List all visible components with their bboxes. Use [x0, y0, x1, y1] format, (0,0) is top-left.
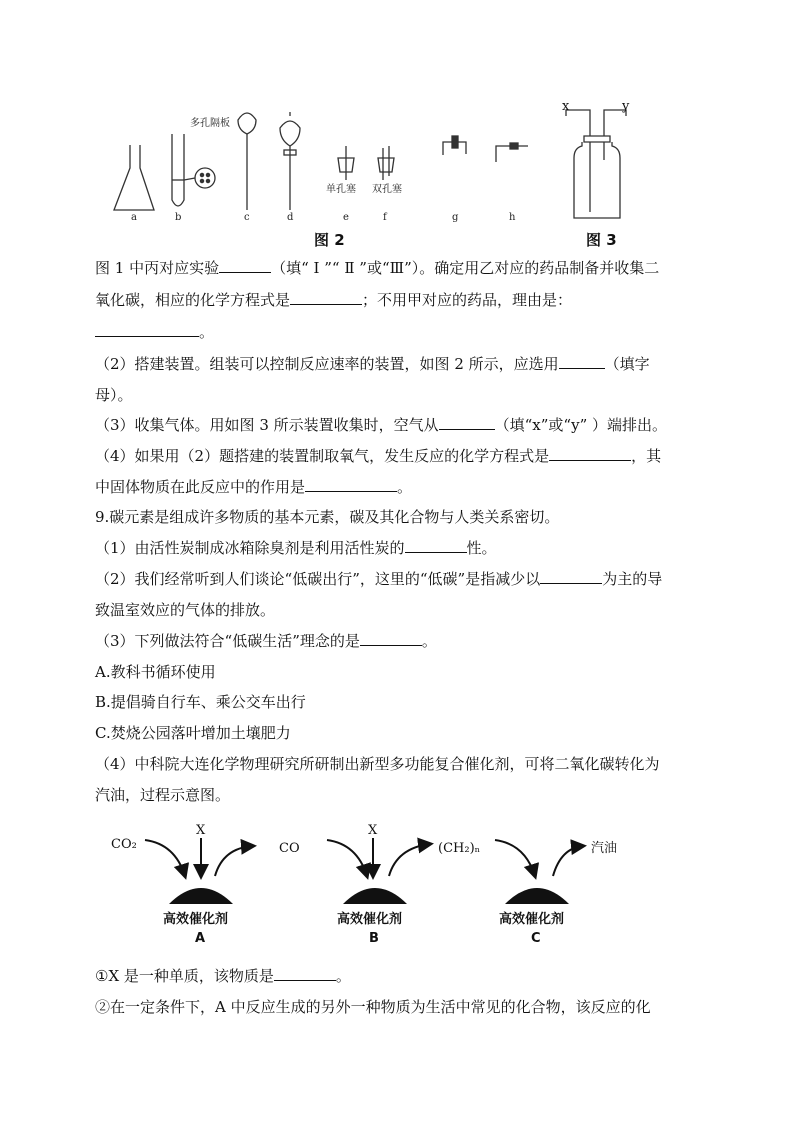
- option-a: A.教科书循环使用: [95, 663, 216, 681]
- question-9-1: （1）由活性炭制成冰箱除臭剂是利用活性炭的 性。: [95, 539, 497, 557]
- catalyst-label-b: 高效催化剂: [337, 912, 403, 927]
- apparatus-letter-a: a: [131, 212, 137, 223]
- apparatus-letter-h: h: [509, 212, 516, 223]
- catalyst-dome-c: [505, 888, 569, 904]
- x-label-b: X: [368, 823, 378, 838]
- question-9-2-cont: 致温室效应的气体的排放。: [95, 601, 276, 619]
- question-line-6: （3）收集气体。用如图 3 所示装置收集时，空气从 （填“x”或“y” ）端排出。: [95, 416, 668, 434]
- question-9-4: （4）中科院大连化学物理研究所研制出新型多功能复合催化剂，可将二氧化碳转化为: [95, 755, 660, 773]
- apparatus-letter-e: e: [343, 212, 349, 223]
- question-9-4-1: ①X 是一种单质，该物质是 。: [95, 967, 351, 985]
- double-hole-label: 双孔塞: [372, 184, 402, 195]
- question-line-8: 中固体物质在此反应中的作用是 。: [95, 478, 413, 496]
- apparatus-letter-f: f: [383, 212, 387, 223]
- apparatus-letters: [131, 212, 516, 223]
- question-line-3: 。: [95, 322, 214, 342]
- gasoline-label: 汽油: [591, 841, 618, 856]
- question-line-1: 图 1 中丙对应实验 （填“ Ⅰ ”“ Ⅱ ”或“Ⅲ”）。确定用乙对应的药品制备并收集二: [95, 259, 660, 277]
- apparatus-letter-b: b: [175, 212, 182, 223]
- test-tube-b: [172, 134, 184, 206]
- question-9-3: （3）下列做法符合“低碳生活”理念的是 。: [95, 632, 437, 650]
- stage-label-b: B: [369, 931, 379, 946]
- question-line-5: 母）。: [95, 386, 133, 404]
- co2-label: CO₂: [111, 837, 137, 852]
- question-9-stem: 9.碳元素是组成许多物质的基本元素，碳及其化合物与人类关系密切。: [95, 508, 560, 526]
- double-hole-stopper-f: [378, 158, 394, 172]
- long-neck-funnel-c: [238, 113, 256, 134]
- question-line-2: 氧化碳，相应的化学方程式是 ；不用甲对应的药品，理由是：: [95, 291, 573, 309]
- figure-2-apparatus: [110, 100, 550, 250]
- question-line-7: （4）如果用（2）题搭建的装置制取氧气，发生反应的化学方程式是 ，其: [95, 447, 662, 465]
- question-line-4: （2）搭建装置。组装可以控制反应速率的装置，如图 2 所示，应选用 （填字: [95, 355, 650, 373]
- apparatus-letter-c: c: [244, 212, 250, 223]
- catalyst-label-a: 高效催化剂: [163, 912, 229, 927]
- catalyst-dome-a: [169, 888, 233, 904]
- apparatus-letter-d: d: [287, 212, 294, 223]
- question-9-4-cont: 汽油，过程示意图。: [95, 786, 231, 804]
- stage-label-c: C: [531, 931, 541, 946]
- option-b: B.提倡骑自行车、乘公交车出行: [95, 693, 306, 711]
- catalyst-label-c: 高效催化剂: [499, 912, 565, 927]
- separatory-funnel-d: [280, 121, 300, 146]
- catalyst-dome-b: [343, 888, 407, 904]
- conical-flask-a: [114, 145, 154, 210]
- stage-label-a: A: [195, 931, 206, 946]
- figure-3-bottle: [560, 100, 640, 225]
- y-port-label: y: [622, 100, 630, 114]
- co-label: CO: [279, 841, 300, 856]
- catalyst-process-diagram: [105, 818, 645, 953]
- porous-plate-label: 多孔隔板: [190, 118, 230, 129]
- x-port-label: x: [562, 100, 570, 114]
- question-9-2: （2）我们经常听到人们谈论“低碳出行”，这里的“低碳”是指减少以 为主的导: [95, 570, 663, 588]
- apparatus-letter-g: g: [452, 212, 459, 223]
- option-c: C.焚烧公园落叶增加土壤肥力: [95, 724, 291, 742]
- x-label-a: X: [196, 823, 206, 838]
- figure-2-caption: 图 2: [314, 231, 345, 249]
- question-9-4-2: ②在一定条件下，A 中反应生成的另外一种物质为生活中常见的化合物，该反应的化: [95, 998, 651, 1016]
- single-hole-label: 单孔塞: [326, 184, 356, 195]
- ch2n-label: (CH₂)ₙ: [438, 841, 481, 856]
- figure-3-caption: 图 3: [586, 231, 617, 249]
